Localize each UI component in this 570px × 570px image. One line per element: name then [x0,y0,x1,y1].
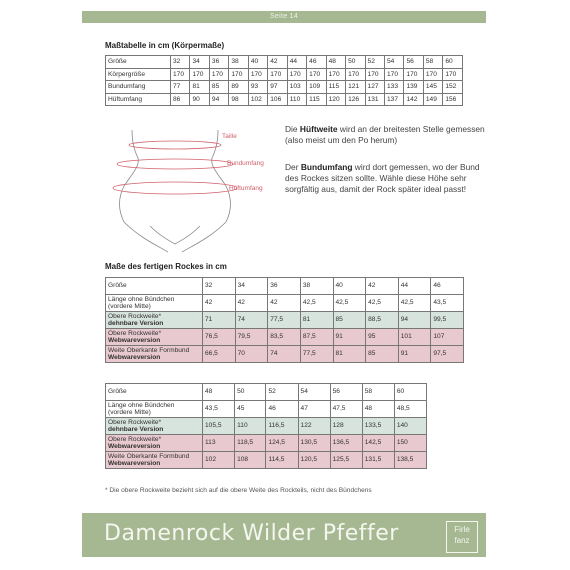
value-cell: 137 [384,93,403,106]
value-cell: 85 [333,312,366,329]
row-label: Bundumfang [106,81,171,94]
value-cell: 83,5 [268,329,301,346]
page-header-bar [82,11,486,23]
size-cell: 48 [203,384,235,401]
value-cell: 74 [268,346,301,363]
value-cell: 170 [229,68,248,81]
value-cell: 45 [235,401,266,418]
value-cell: 131 [365,93,384,106]
size-cell: 36 [209,56,228,69]
value-cell: 170 [443,68,463,81]
label-bundumfang: Bundumfang [227,160,264,167]
value-cell: 77,5 [268,312,301,329]
row-label [106,401,203,418]
value-cell: 115 [307,93,326,106]
table2-title: Maße des fertigen Rockes in cm [105,262,227,271]
row-label-main: Länge ohne Bündchen [108,401,175,409]
value-cell: 110 [235,418,266,435]
value-cell: 77,5 [300,346,333,363]
value-cell: 127 [365,81,384,94]
value-cell: 42 [235,295,268,312]
value-cell: 133,5 [362,418,394,435]
size-cell: 32 [203,278,236,295]
table-header-row [106,384,427,401]
value-cell: 97,5 [431,346,464,363]
value-cell: 170 [404,68,423,81]
table-row [106,329,464,346]
row-label-sub: dehnbare Version [108,320,164,327]
table-row [106,93,463,106]
size-cell: 56 [330,384,362,401]
size-cell: 42 [366,278,399,295]
value-cell: 107 [431,329,464,346]
row-label-sub: Webwareversion [108,337,161,344]
value-cell: 94 [209,93,228,106]
size-cell: 38 [229,56,248,69]
row-label: Hüftumfang [106,93,171,106]
value-cell: 42,5 [300,295,333,312]
value-cell: 142,5 [362,435,394,452]
value-cell: 103 [287,81,306,94]
size-cell: 44 [287,56,306,69]
value-cell: 91 [333,329,366,346]
value-cell: 170 [171,68,190,81]
value-cell: 138,5 [394,452,426,469]
size-cell: 52 [365,56,384,69]
sizes-label: Größe [106,384,203,401]
table-header-row [106,278,464,295]
value-cell: 170 [268,68,287,81]
finished-skirt-table-1 [105,277,464,363]
value-cell: 108 [235,452,266,469]
table-row [106,435,427,452]
value-cell: 125,5 [330,452,362,469]
value-cell: 118,5 [235,435,266,452]
value-cell: 126 [346,93,365,106]
row-label-main: Länge ohne Bündchen [108,295,175,303]
size-cell: 46 [431,278,464,295]
finished-skirt-table-2 [105,383,427,469]
size-cell: 56 [404,56,423,69]
value-cell: 149 [423,93,442,106]
value-cell: 121 [346,81,365,94]
sizes-label: Größe [106,278,203,295]
row-label [106,295,203,312]
value-cell: 87,5 [300,329,333,346]
value-cell: 113 [203,435,235,452]
size-cell: 54 [384,56,403,69]
footer-bar [82,513,486,557]
footer-title: Damenrock Wilder Pfeffer [104,521,399,546]
value-cell: 42,5 [398,295,431,312]
size-cell: 50 [235,384,266,401]
size-cell: 42 [268,56,287,69]
value-cell: 94 [398,312,431,329]
size-cell: 60 [443,56,463,69]
value-cell: 66,5 [203,346,236,363]
value-cell: 133 [384,81,403,94]
table-row [106,401,427,418]
value-cell: 48,5 [394,401,426,418]
table-row [106,346,464,363]
value-cell: 170 [209,68,228,81]
value-cell: 43,5 [203,401,235,418]
value-cell: 93 [248,81,267,94]
table1-title: Maßtabelle in cm (Körpermaße) [105,41,225,50]
size-cell: 50 [346,56,365,69]
table-row [106,295,464,312]
value-cell: 170 [365,68,384,81]
value-cell: 102 [203,452,235,469]
label-taille: Taille [222,133,237,140]
row-label [106,312,203,329]
row-label-sub: (vordere Mitte) [108,409,151,416]
value-cell: 124,5 [266,435,298,452]
value-cell: 140 [394,418,426,435]
value-cell: 152 [443,81,463,94]
row-label-sub: (vordere Mitte) [108,303,151,310]
size-cell: 34 [190,56,209,69]
value-cell: 81 [300,312,333,329]
value-cell: 170 [248,68,267,81]
row-label [106,452,203,469]
value-cell: 89 [229,81,248,94]
value-cell: 102 [248,93,267,106]
value-cell: 101 [398,329,431,346]
value-cell: 42,5 [333,295,366,312]
value-cell: 70 [235,346,268,363]
value-cell: 81 [333,346,366,363]
value-cell: 115 [326,81,345,94]
value-cell: 97 [268,81,287,94]
value-cell: 81 [190,81,209,94]
value-cell: 170 [346,68,365,81]
value-cell: 79,5 [235,329,268,346]
value-cell: 48 [362,401,394,418]
value-cell: 42 [268,295,301,312]
page-label: Seite 14 [269,13,299,20]
value-cell: 150 [394,435,426,452]
value-cell: 42,5 [366,295,399,312]
size-cell: 40 [333,278,366,295]
row-label [106,346,203,363]
value-cell: 170 [190,68,209,81]
value-cell: 139 [404,81,423,94]
row-label: Körpergröße [106,68,171,81]
value-cell: 76,5 [203,329,236,346]
size-cell: 46 [307,56,326,69]
size-cell: 58 [423,56,442,69]
value-cell: 85 [209,81,228,94]
value-cell: 114,5 [266,452,298,469]
value-cell: 86 [171,93,190,106]
row-label [106,435,203,452]
table-header-row [106,56,463,69]
value-cell: 42 [203,295,236,312]
row-label [106,418,203,435]
value-cell: 145 [423,81,442,94]
value-cell: 128 [330,418,362,435]
value-cell: 130,5 [298,435,330,452]
value-cell: 47 [298,401,330,418]
value-cell: 98 [229,93,248,106]
value-cell: 170 [384,68,403,81]
row-label-sub: dehnbare Version [108,426,164,433]
size-cell: 54 [298,384,330,401]
value-cell: 120 [326,93,345,106]
row-label-main: Weite Oberkante Formbund [108,452,190,460]
value-cell: 156 [443,93,463,106]
value-cell: 85 [366,346,399,363]
size-cell: 44 [398,278,431,295]
size-cell: 52 [266,384,298,401]
value-cell: 131,5 [362,452,394,469]
value-cell: 170 [287,68,306,81]
row-label-main: Obere Rockweite* [108,312,162,320]
value-cell: 91 [398,346,431,363]
value-cell: 106 [268,93,287,106]
size-cell: 40 [248,56,267,69]
value-cell: 47,5 [330,401,362,418]
value-cell: 136,5 [330,435,362,452]
row-label-main: Obere Rockweite* [108,329,162,337]
size-cell: 48 [326,56,345,69]
value-cell: 170 [307,68,326,81]
table-row [106,68,463,81]
size-cell: 32 [171,56,190,69]
row-label-sub: Webwareversion [108,460,161,467]
size-cell: 38 [300,278,333,295]
table-row [106,452,427,469]
size-cell: 58 [362,384,394,401]
value-cell: 95 [366,329,399,346]
value-cell: 116,5 [266,418,298,435]
size-cell: 36 [268,278,301,295]
row-label-main: Obere Rockweite* [108,418,162,426]
hip-paragraph: Die Hüftweite wird an der breitesten Stelle gemessen (also meist um den Po herum) [285,124,485,145]
body-figure [110,128,280,253]
footnote: * Die obere Rockweite bezieht sich auf die obere Weite des Rockteils, nicht des Bündchens [105,487,372,494]
table-row [106,418,427,435]
value-cell: 122 [298,418,330,435]
row-label-main: Obere Rockweite* [108,435,162,443]
value-cell: 43,5 [431,295,464,312]
row-label [106,329,203,346]
value-cell: 71 [203,312,236,329]
value-cell: 88,5 [366,312,399,329]
value-cell: 90 [190,93,209,106]
value-cell: 74 [235,312,268,329]
value-cell: 109 [307,81,326,94]
value-cell: 170 [423,68,442,81]
value-cell: 110 [287,93,306,106]
waist-paragraph: Der Bundumfang wird dort gemessen, wo der Bund des Rockes sitzen sollte. Wähle diese Höhe sehr sorgfältig aus, damit der Rock später ideal passt! [285,162,480,194]
body-measurements-table [105,55,463,106]
value-cell: 170 [326,68,345,81]
label-hueftumfang: Hüftumfang [229,185,263,192]
row-label-main: Weite Oberkante Formbund [108,346,190,354]
value-cell: 77 [171,81,190,94]
size-cell: 34 [235,278,268,295]
value-cell: 99,5 [431,312,464,329]
size-cell: 60 [394,384,426,401]
sizes-label: Größe [106,56,171,69]
value-cell: 46 [266,401,298,418]
value-cell: 105,5 [203,418,235,435]
value-cell: 142 [404,93,423,106]
table-row [106,312,464,329]
row-label-sub: Webwareversion [108,443,161,450]
table-row [106,81,463,94]
value-cell: 120,5 [298,452,330,469]
brand-logo: Firle fanz [446,521,478,553]
row-label-sub: Webwareversion [108,354,161,361]
